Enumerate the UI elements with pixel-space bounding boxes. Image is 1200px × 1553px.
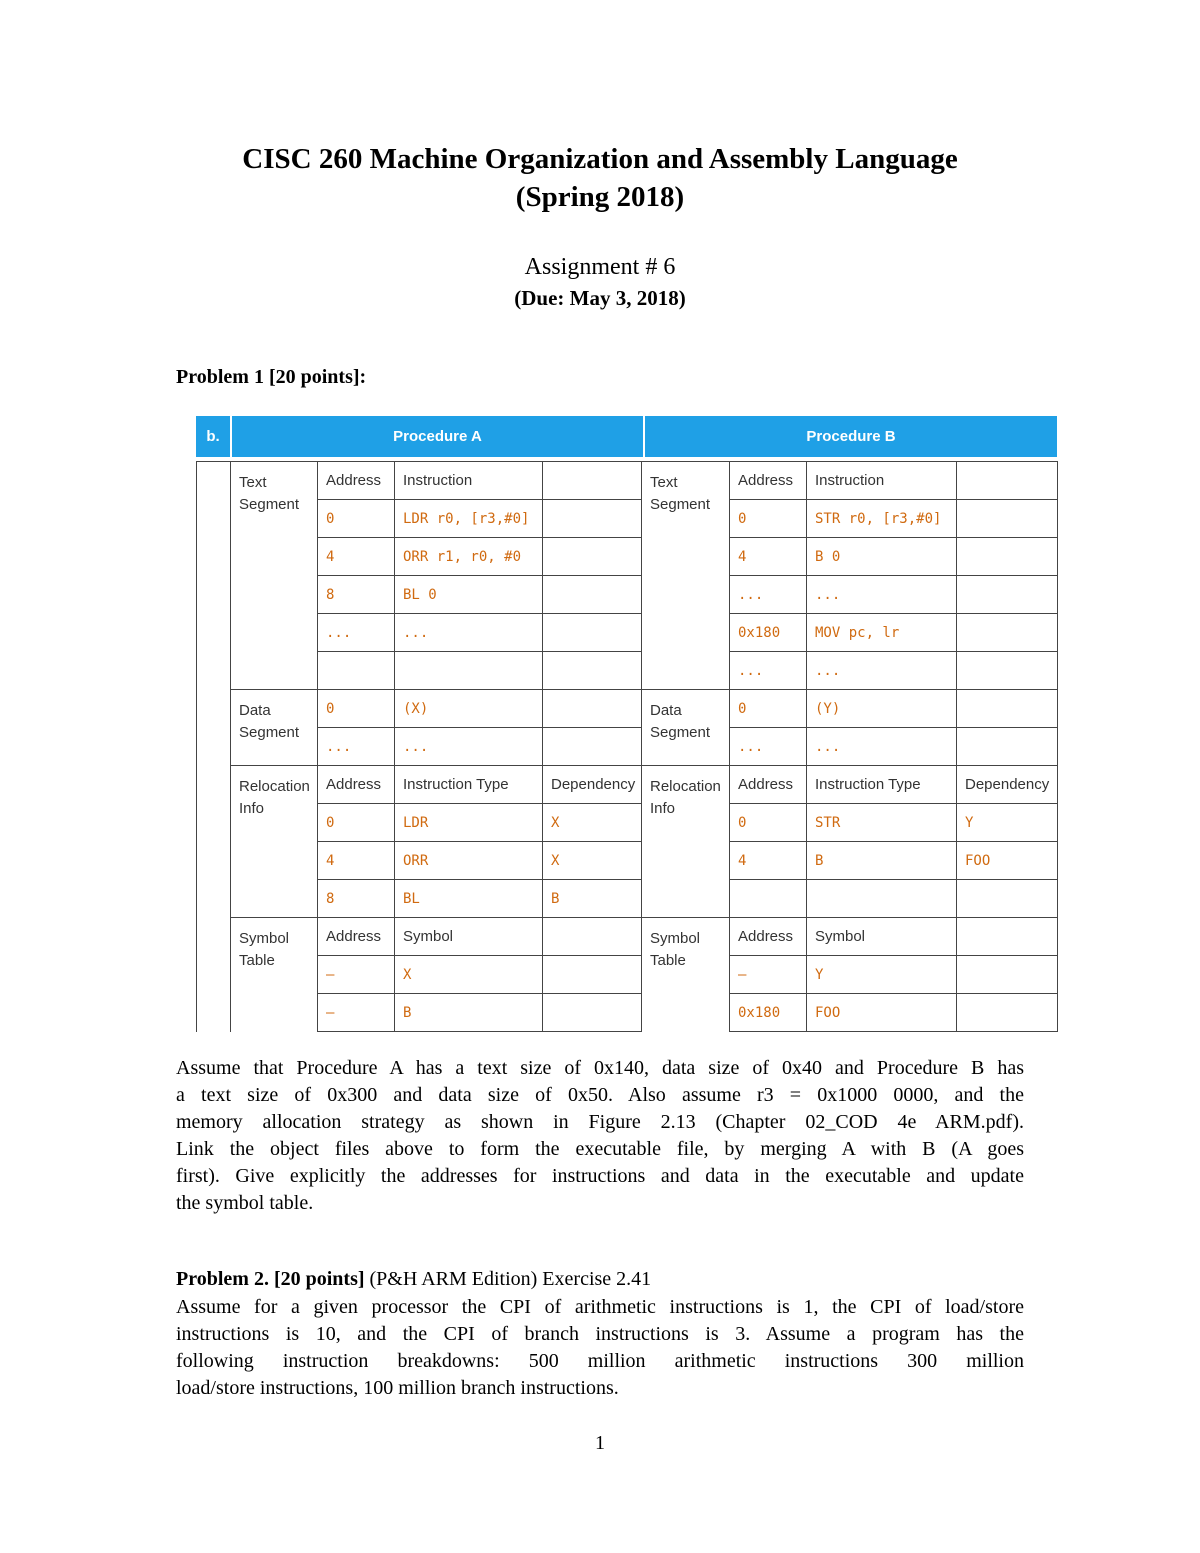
table-cell — [957, 500, 1058, 538]
problem-2-source: (P&H ARM Edition) Exercise 2.41 — [364, 1268, 652, 1290]
instruction-cell: ... — [807, 652, 957, 690]
address-cell: – — [318, 956, 395, 994]
dependency-cell: Y — [957, 804, 1058, 842]
instruction-cell: BL 0 — [395, 576, 543, 614]
instruction-type-cell: BL — [395, 880, 543, 918]
table-cell — [957, 576, 1058, 614]
table-cell — [543, 690, 642, 728]
table-row — [197, 956, 1058, 994]
column-header: Instruction — [395, 462, 543, 500]
table-cell — [957, 728, 1058, 766]
dependency-cell: X — [543, 842, 642, 880]
value-cell: ... — [807, 728, 957, 766]
address-cell: ... — [318, 614, 395, 652]
symbol-cell: FOO — [807, 994, 957, 1032]
instruction-cell: STR r0, [r3,#0] — [807, 500, 957, 538]
address-cell: 8 — [318, 880, 395, 918]
address-cell: 8 — [318, 576, 395, 614]
problem-1-text — [176, 1055, 1024, 1217]
table-cell — [543, 538, 642, 576]
document-term: (Spring 2018) — [515, 181, 685, 213]
table-cell — [543, 462, 642, 500]
address-cell — [730, 880, 807, 918]
instruction-cell: MOV pc, lr — [807, 614, 957, 652]
address-cell: 4 — [318, 842, 395, 880]
table-cell — [543, 500, 642, 538]
table-row — [197, 728, 1058, 766]
text-line: Assume that Procedure A has a text size of 0x140, data size of 0x40 and Procedure B has — [176, 1057, 1024, 1079]
column-header: Symbol — [395, 918, 543, 956]
column-header: Instruction Type — [395, 766, 543, 804]
table-row — [197, 500, 1058, 538]
table-cell — [543, 652, 642, 690]
dependency-cell: B — [543, 880, 642, 918]
table-row — [197, 462, 1058, 500]
problem-2-heading — [176, 1268, 651, 1291]
column-header: Address — [318, 918, 395, 956]
instruction-cell — [395, 652, 543, 690]
instruction-cell: LDR r0, [r3,#0] — [395, 500, 543, 538]
problem-1-heading: Problem 1 [20 points]: — [176, 366, 367, 388]
column-header: Address — [730, 462, 807, 500]
due-date: (Due: May 3, 2018) — [514, 286, 686, 310]
problem-2-text — [176, 1294, 1024, 1402]
section-label-text-b: Text Segment — [642, 462, 730, 690]
column-header: Dependency — [957, 766, 1058, 804]
section-label-reloc-b: Relocation Info — [642, 766, 730, 918]
column-header: Symbol — [807, 918, 957, 956]
symbol-cell: Y — [807, 956, 957, 994]
value-cell: (Y) — [807, 690, 957, 728]
page-number: 1 — [595, 1432, 605, 1454]
figure-header — [196, 416, 1057, 457]
column-header: Address — [730, 918, 807, 956]
table-cell — [543, 728, 642, 766]
object-file-figure — [196, 416, 1057, 1032]
instruction-cell: ... — [395, 614, 543, 652]
table-cell — [957, 956, 1058, 994]
table-cell — [957, 690, 1058, 728]
address-cell: – — [730, 956, 807, 994]
table-cell — [957, 462, 1058, 500]
table-row — [197, 994, 1058, 1032]
address-cell: 0x180 — [730, 614, 807, 652]
address-cell: 0 — [730, 500, 807, 538]
table-cell — [543, 918, 642, 956]
address-cell: ... — [730, 652, 807, 690]
address-cell: 4 — [730, 842, 807, 880]
text-line: load/store instructions, 100 million branch instructions. — [176, 1377, 619, 1399]
section-label-reloc-a: Relocation Info — [231, 766, 318, 918]
dependency-cell: FOO — [957, 842, 1058, 880]
table-row — [197, 766, 1058, 804]
text-line: Link the object files above to form the executable file, by merging A with B (A goes — [176, 1138, 1024, 1160]
section-label-data-b: Data Segment — [642, 690, 730, 766]
dependency-cell: X — [543, 804, 642, 842]
text-line: the symbol table. — [176, 1192, 314, 1214]
address-cell: 4 — [730, 538, 807, 576]
figure-label: b. — [196, 416, 232, 457]
table-cell — [543, 576, 642, 614]
value-cell: ... — [395, 728, 543, 766]
document-title: CISC 260 Machine Organization and Assembly Language — [242, 143, 958, 175]
text-line: memory allocation strategy as shown in Figure 2.13 (Chapter 02_COD 4e ARM.pdf). — [176, 1111, 1024, 1133]
table-row — [197, 880, 1058, 918]
section-label-data-a: Data Segment — [231, 690, 318, 766]
table-row — [197, 614, 1058, 652]
table-cell — [957, 918, 1058, 956]
table-row — [197, 538, 1058, 576]
section-label-symtab-a: Symbol Table — [231, 918, 318, 1032]
column-header: Address — [318, 462, 395, 500]
table-row — [197, 804, 1058, 842]
address-cell: 0 — [318, 690, 395, 728]
text-line: first). Give explicitly the addresses for instructions and data in the executable and update — [176, 1165, 1024, 1187]
procedure-b-header: Procedure B — [806, 428, 896, 445]
table-cell — [543, 994, 642, 1032]
instruction-type-cell: B — [807, 842, 957, 880]
table-cell — [543, 956, 642, 994]
table-cell — [957, 538, 1058, 576]
address-cell: ... — [730, 576, 807, 614]
symbol-cell: X — [395, 956, 543, 994]
section-label-symtab-b: Symbol Table — [642, 918, 730, 1032]
text-line: a text size of 0x300 and data size of 0x50. Also assume r3 = 0x1000 0000, and the — [176, 1084, 1024, 1106]
address-cell: 0 — [318, 804, 395, 842]
table-row — [197, 576, 1058, 614]
table-row — [197, 842, 1058, 880]
table-row — [197, 652, 1058, 690]
instruction-cell: ORR r1, r0, #0 — [395, 538, 543, 576]
column-header: Address — [730, 766, 807, 804]
value-cell: (X) — [395, 690, 543, 728]
address-cell: 0 — [318, 500, 395, 538]
text-line: instructions is 10, and the CPI of branch instructions is 3. Assume a program has the — [176, 1323, 1024, 1345]
assignment-number: Assignment # 6 — [524, 254, 676, 280]
table-cell — [957, 652, 1058, 690]
address-cell: 0x180 — [730, 994, 807, 1032]
column-header: Instruction — [807, 462, 957, 500]
object-file-table — [196, 461, 1058, 1032]
instruction-type-cell: LDR — [395, 804, 543, 842]
address-cell: 0 — [730, 804, 807, 842]
dependency-cell — [957, 880, 1058, 918]
table-cell — [957, 994, 1058, 1032]
instruction-cell: ... — [807, 576, 957, 614]
instruction-type-cell — [807, 880, 957, 918]
address-cell: ... — [318, 728, 395, 766]
column-header: Dependency — [543, 766, 642, 804]
address-cell — [318, 652, 395, 690]
address-cell: ... — [730, 728, 807, 766]
problem-2-title: Problem 2. [20 points] — [176, 1268, 365, 1290]
gutter-cell — [197, 462, 231, 1032]
column-header: Address — [318, 766, 395, 804]
instruction-type-cell: STR — [807, 804, 957, 842]
address-cell: – — [318, 994, 395, 1032]
address-cell: 0 — [730, 690, 807, 728]
address-cell: 4 — [318, 538, 395, 576]
table-row — [197, 918, 1058, 956]
text-line: Assume for a given processor the CPI of arithmetic instructions is 1, the CPI of load/store — [176, 1296, 1024, 1318]
symbol-cell: B — [395, 994, 543, 1032]
instruction-type-cell: ORR — [395, 842, 543, 880]
table-cell — [957, 614, 1058, 652]
section-label-text-a: Text Segment — [231, 462, 318, 690]
instruction-cell: B 0 — [807, 538, 957, 576]
column-header: Instruction Type — [807, 766, 957, 804]
procedure-a-header: Procedure A — [232, 416, 645, 457]
table-cell — [543, 614, 642, 652]
text-line: following instruction breakdowns: 500 million arithmetic instructions 300 million — [176, 1350, 1024, 1372]
table-row — [197, 690, 1058, 728]
